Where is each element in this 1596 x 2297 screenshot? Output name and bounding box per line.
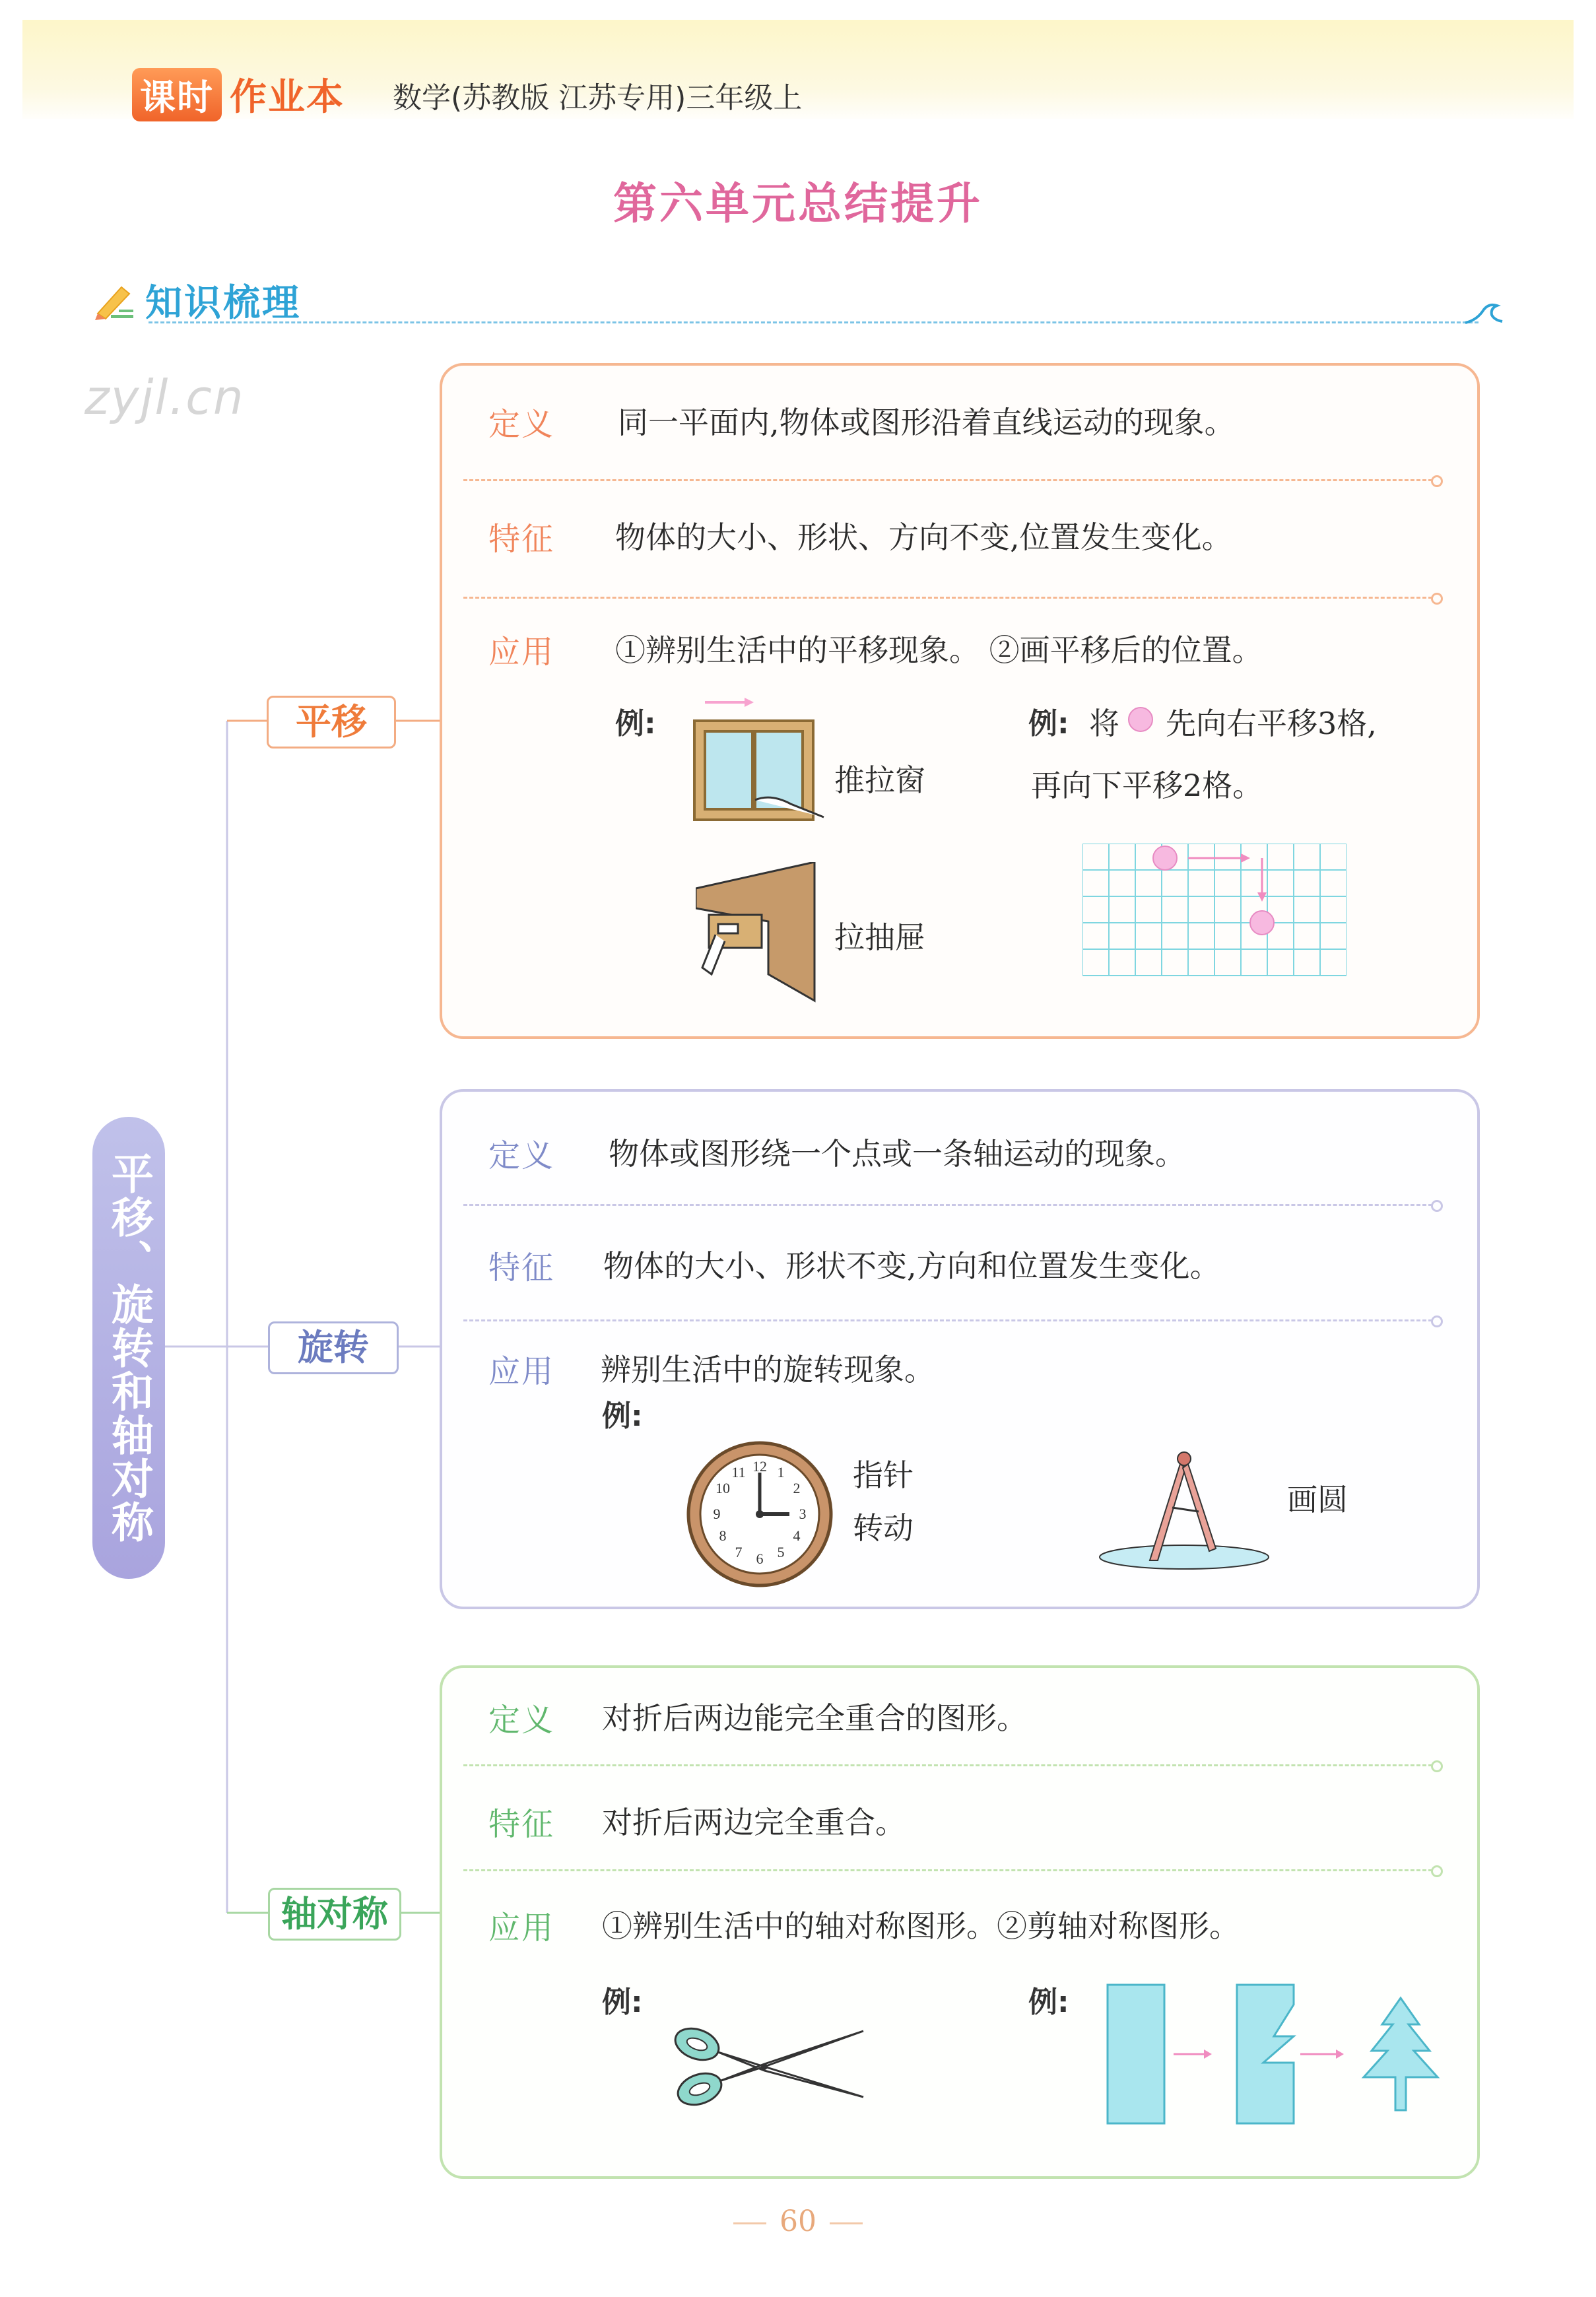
application-label: 应用 xyxy=(488,1910,555,1947)
definition-text: 同一平面内,物体或图形沿着直线运动的现象。 xyxy=(618,405,1235,440)
clock-number: 10 xyxy=(715,1480,730,1496)
clock-number: 12 xyxy=(752,1458,767,1475)
brand-name: 作业本 xyxy=(230,76,345,119)
drawer-illustration xyxy=(696,862,828,1007)
clock-number: 2 xyxy=(793,1480,801,1496)
example-label: 例: xyxy=(615,707,656,741)
unit-title: 第六单元总结提升 xyxy=(613,178,983,229)
clock-number: 11 xyxy=(731,1464,746,1481)
section-title: 知识梳理 xyxy=(145,282,301,325)
feature-text: 对折后两边完全重合。 xyxy=(602,1805,906,1840)
symmetry-card xyxy=(440,1665,1480,2179)
grid-translation-diagram xyxy=(1082,844,1347,977)
application-text: ①辨别生活中的平移现象。 ②画平移后的位置。 xyxy=(615,632,1263,668)
definition-text: 物体或图形绕一个点或一条轴运动的现象。 xyxy=(609,1136,1185,1172)
drawer-caption: 拉抽屉 xyxy=(834,919,925,955)
compass-caption: 画圆 xyxy=(1287,1482,1348,1517)
example2-label: 例: xyxy=(1028,1985,1069,2019)
clock-number: 6 xyxy=(756,1550,764,1567)
feature-text: 物体的大小、形状、方向不变,位置发生变化。 xyxy=(615,519,1232,555)
clock-illustration xyxy=(684,1438,836,1590)
page-number-text: 60 xyxy=(780,2205,816,2238)
feature-label: 特征 xyxy=(488,521,555,558)
clock-number: 4 xyxy=(793,1527,801,1544)
divider xyxy=(463,1764,1432,1766)
clock-caption-1: 指针 xyxy=(853,1457,914,1493)
chapter-spine xyxy=(92,1117,165,1579)
divider xyxy=(463,597,1432,599)
clock-number: 5 xyxy=(777,1544,785,1560)
feature-label: 特征 xyxy=(488,1806,555,1843)
definition-label: 定义 xyxy=(488,406,555,443)
topic-symmetry: 轴对称 xyxy=(268,1888,401,1941)
application-text: ①辨别生活中的轴对称图形。②剪轴对称图形。 xyxy=(602,1908,1240,1944)
divider xyxy=(463,479,1432,481)
clock-number: 9 xyxy=(713,1506,721,1522)
divider xyxy=(463,1204,1432,1206)
divider xyxy=(463,1869,1432,1871)
example2-instruction-line2: 再向下平移2格。 xyxy=(1031,768,1263,803)
chapter-spine-title: 平移、旋转和轴对称 xyxy=(104,1152,153,1544)
window-caption: 推拉窗 xyxy=(834,762,925,798)
example-label: 例: xyxy=(602,1985,643,2019)
application-text: 辨别生活中的旋转现象。 xyxy=(601,1352,935,1387)
application-label: 应用 xyxy=(488,634,555,671)
scissors-illustration xyxy=(665,2018,877,2117)
definition-label: 定义 xyxy=(488,1702,555,1739)
book-subtitle: 数学(苏教版 江苏专用)三年级上 xyxy=(393,81,803,115)
brand-logo: 课时 xyxy=(132,68,222,121)
feature-label: 特征 xyxy=(488,1249,555,1286)
watermark: zyjl.cn xyxy=(84,370,245,425)
compass-illustration xyxy=(1098,1448,1283,1580)
example2-prefix: 将 xyxy=(1089,706,1119,741)
pink-dot-icon xyxy=(1126,705,1155,734)
application-label: 应用 xyxy=(488,1353,555,1390)
feature-text: 物体的大小、形状不变,方向和位置发生变化。 xyxy=(603,1248,1220,1284)
definition-text: 对折后两边能完全重合的图形。 xyxy=(602,1700,1027,1736)
translation-card xyxy=(440,363,1480,1039)
topic-rotation: 旋转 xyxy=(268,1321,399,1374)
topic-translation: 平移 xyxy=(267,696,396,749)
clock-number: 3 xyxy=(799,1506,807,1522)
example2-instruction: 先向右平移3格, xyxy=(1166,706,1377,741)
divider xyxy=(463,1319,1432,1321)
rotation-card xyxy=(440,1089,1480,1609)
definition-label: 定义 xyxy=(488,1137,555,1174)
sliding-window-illustration xyxy=(692,694,830,826)
clock-number: 7 xyxy=(735,1544,743,1560)
example2-label: 例: xyxy=(1028,707,1069,741)
clock-caption-2: 转动 xyxy=(853,1510,914,1546)
clock-number: 8 xyxy=(719,1527,727,1544)
example-label: 例: xyxy=(602,1399,643,1433)
page-number xyxy=(0,2205,1596,2238)
paper-cutting-diagram xyxy=(1105,1978,1461,2130)
clock-number: 1 xyxy=(777,1464,785,1481)
